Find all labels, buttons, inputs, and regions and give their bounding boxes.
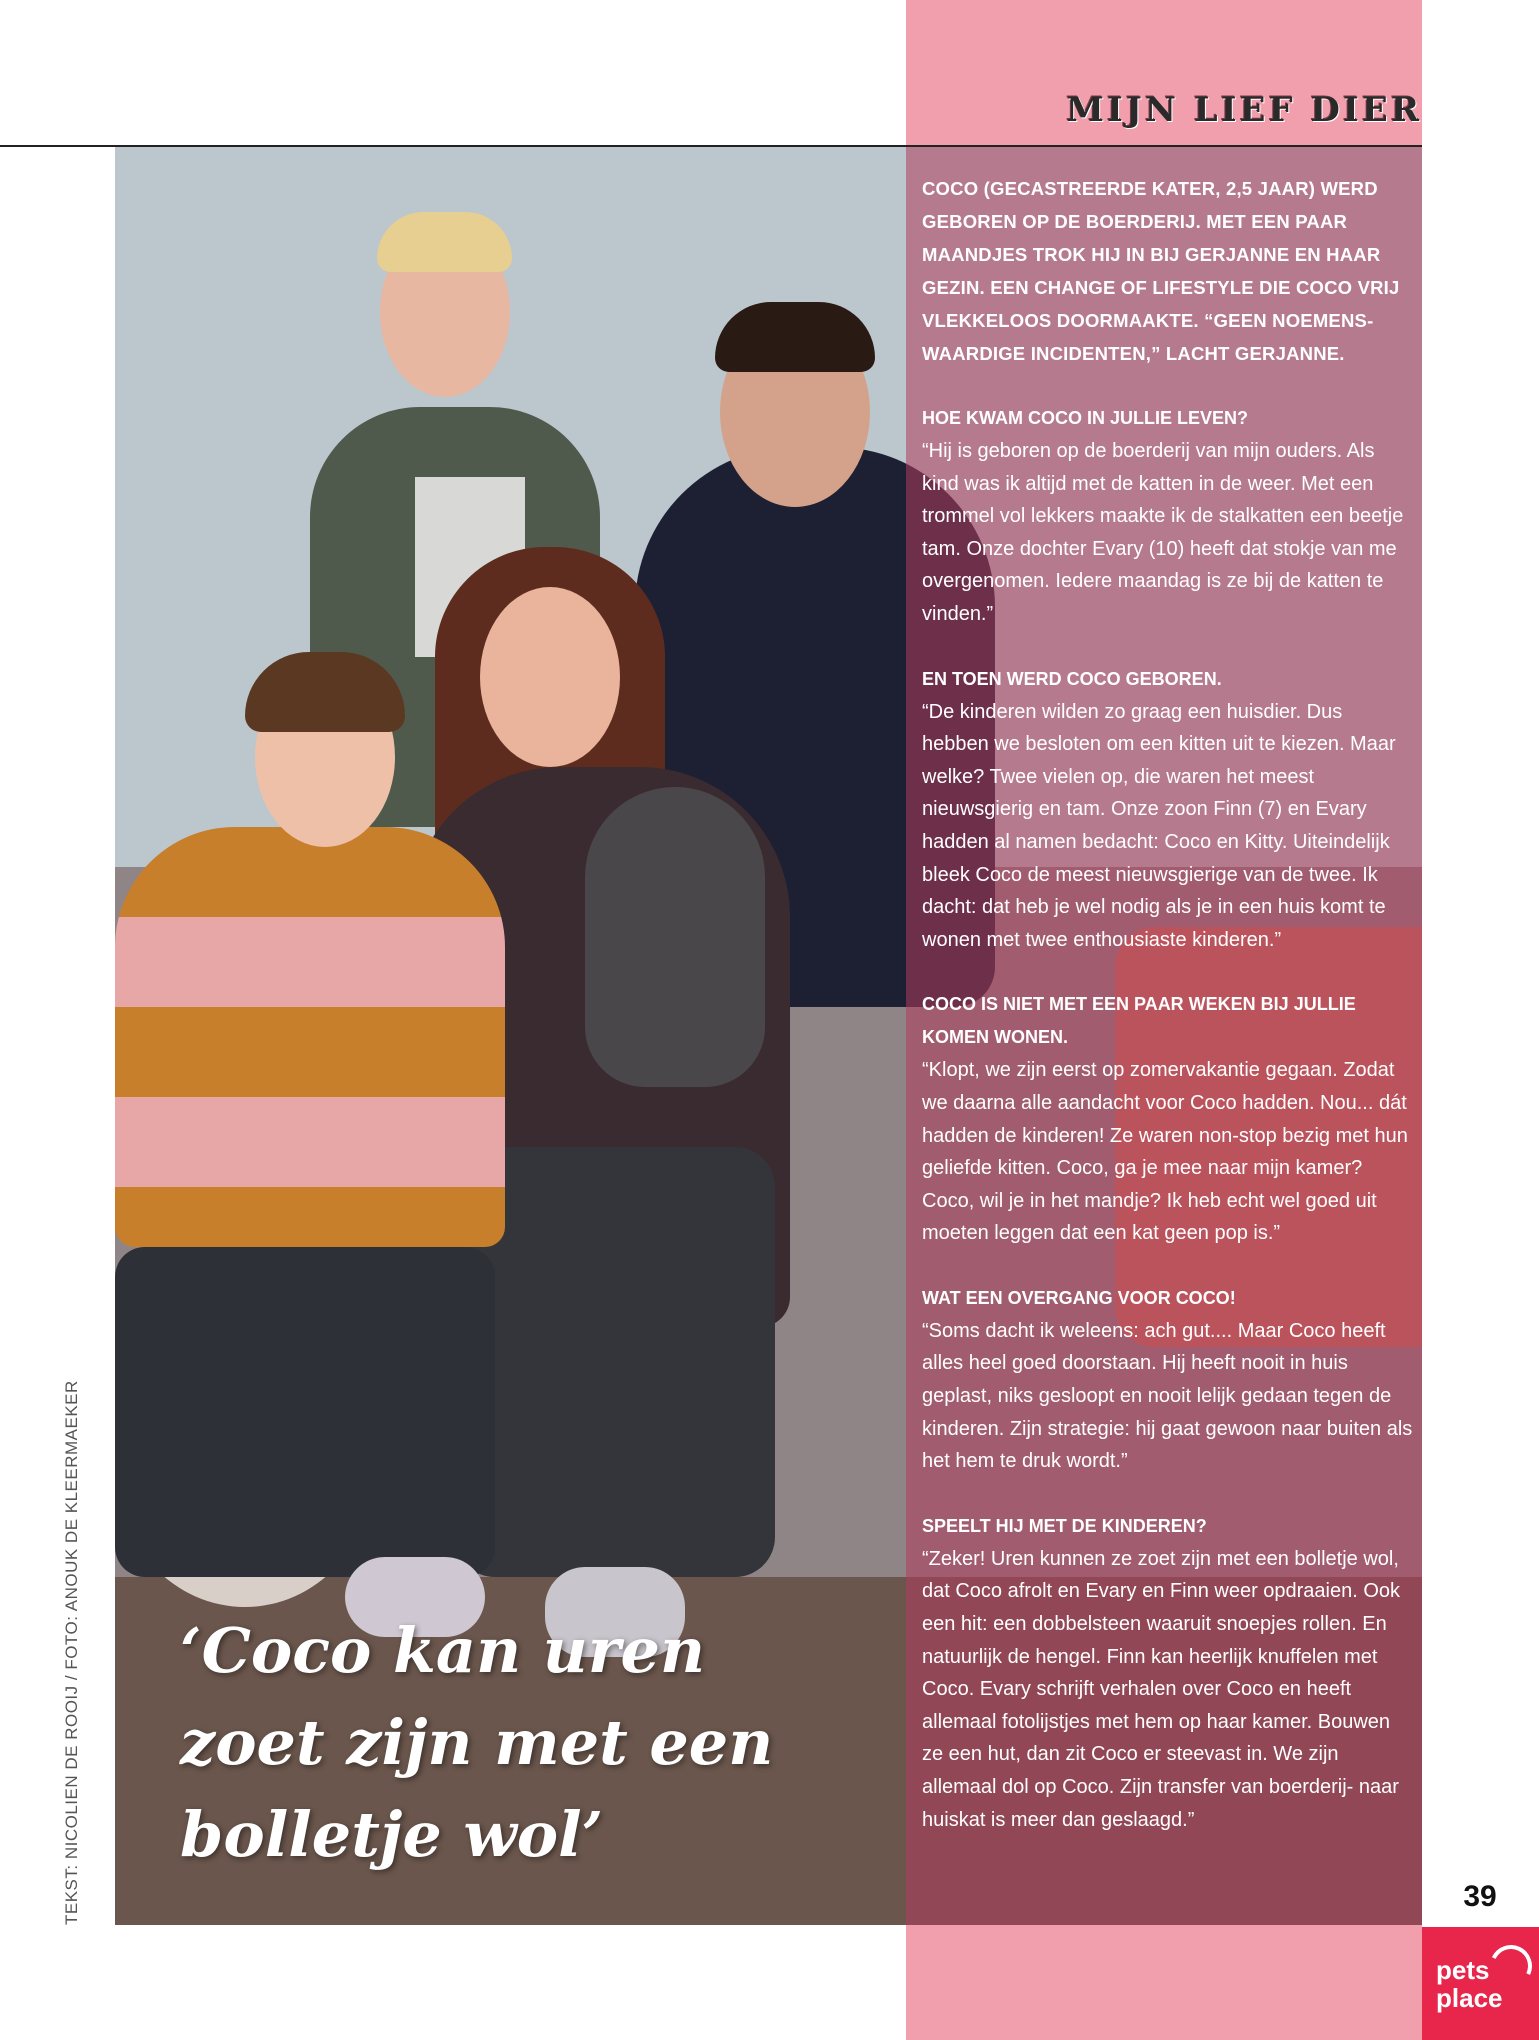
photo-mother-head: [480, 587, 620, 767]
qa-question: SPEELT HIJ MET DE KINDEREN?: [922, 1515, 1207, 1536]
photo-girl-legs: [115, 1247, 495, 1577]
logo-line2: place: [1436, 1983, 1503, 2013]
photo-father-hair: [715, 302, 875, 372]
qa-block: [922, 663, 1414, 957]
qa-block: [922, 1510, 1414, 1836]
qa-block: [922, 402, 1414, 631]
photo-credit: TEKST: NICOLIEN DE ROOIJ / FOTO: ANOUK DE KLEERMAEKER: [62, 1380, 81, 1925]
qa-answer: “Soms dacht ik weleens: ach gut.... Maar Coco heeft alles heel goed doorstaan. Hij heeft nooit in huis geplast, niks gesloopt en nooit lelijk gedaan tegen de kinderen. Zijn strategie: hij gaat gewoon naar buiten als het hem te druk wordt.”: [922, 1319, 1413, 1473]
pets-place-logo: [1422, 1927, 1539, 2040]
logo-line1: pets: [1436, 1955, 1490, 1985]
qa-answer: “Zeker! Uren kunnen ze zoet zijn met een bolletje wol, dat Coco afrolt en Evary en Finn weer opdraaien. Ook een hit: een dobbelsteen waaruit snoepjes rollen. En natuurlijk de hengel. Finn kan heerlijk knuffelen met Coco. Evary schrijft verhalen over Coco en heeft allemaal fotolijstjes met hem op haar kamer. Bouwen ze een hut, dan zit Coco er steevast in. We zijn allemaal dol op Coco. Zijn transfer van boerderij- naar huiskat is meer dan geslaagd.”: [922, 1547, 1401, 1831]
qa-question: COCO IS NIET MET EEN PAAR WEKEN BIJ JULLIE KOMEN WONEN.: [922, 994, 1356, 1048]
qa-block: [922, 1282, 1414, 1478]
article-intro: COCO (GECASTREERDE KATER, 2,5 JAAR) WERD GEBOREN OP DE BOERDERIJ. MET EEN PAAR MAANDJES TROK HIJ IN BIJ GERJANNE EN HAAR GEZIN. EEN CHANGE OF LIFESTYLE DIE COCO VRIJ VLEKKELOOS DOORMAAKTE. “GEEN NOEMENS-WAARDIGE INCIDENTEN,” LACHT GERJANNE.: [922, 178, 1400, 364]
article: [922, 172, 1414, 1868]
qa-question: HOE KWAM COCO IN JULLIE LEVEN?: [922, 408, 1249, 428]
photo-girl: [115, 827, 505, 1247]
qa-answer: “Klopt, we zijn eerst op zomervakantie gegaan. Zodat we daarna alle aandacht voor Coco hadden. Nou... dát hadden de kinderen! Ze waren non-stop bezig met hun geliefde kitten. Coco, ga je mee naar mijn kamer? Coco, wil je in het mandje? Ik heb echt wel goed uit moeten leggen dat een kat geen pop is.”: [922, 1059, 1408, 1245]
photo-cat: [585, 787, 765, 1087]
qa-answer: “De kinderen wilden zo graag een huisdier. Dus hebben we besloten om een kitten uit te kiezen. Maar welke? Twee vielen op, die waren het meest nieuwsgierig en tam. Onze zoon Finn (7) en Evary hadden al namen bedacht: Coco en Kitty. Uiteindelijk bleek Coco de meest nieuwsgierige van de twee. Ik dacht: dat heb je wel nodig als je in een huis komt te wonen met twee enthousiaste kinderen.”: [922, 700, 1396, 951]
qa-question: EN TOEN WERD COCO GEBOREN.: [922, 668, 1222, 689]
qa-question: WAT EEN OVERGANG VOOR COCO!: [922, 1287, 1236, 1308]
photo-boy-hair: [377, 212, 512, 272]
section-title: MIJN LIEF DIER: [1066, 90, 1422, 130]
qa-answer: “Hij is geboren op de boerderij van mijn ouders. Als kind was ik altijd met de katten in de weer. Met een trommel vol lekkers maakte ik de stalkatten een beetje tam. Onze dochter Evary (10) heeft dat stokje van me overgenomen. Iedere maandag is ze bij de katten te vinden.”: [922, 440, 1404, 625]
qa-block: [922, 988, 1414, 1250]
page-number: 39: [1463, 1880, 1497, 1913]
pull-quote: ‘Coco kan uren zoet zijn met een bolletje wol’: [180, 1614, 774, 1871]
